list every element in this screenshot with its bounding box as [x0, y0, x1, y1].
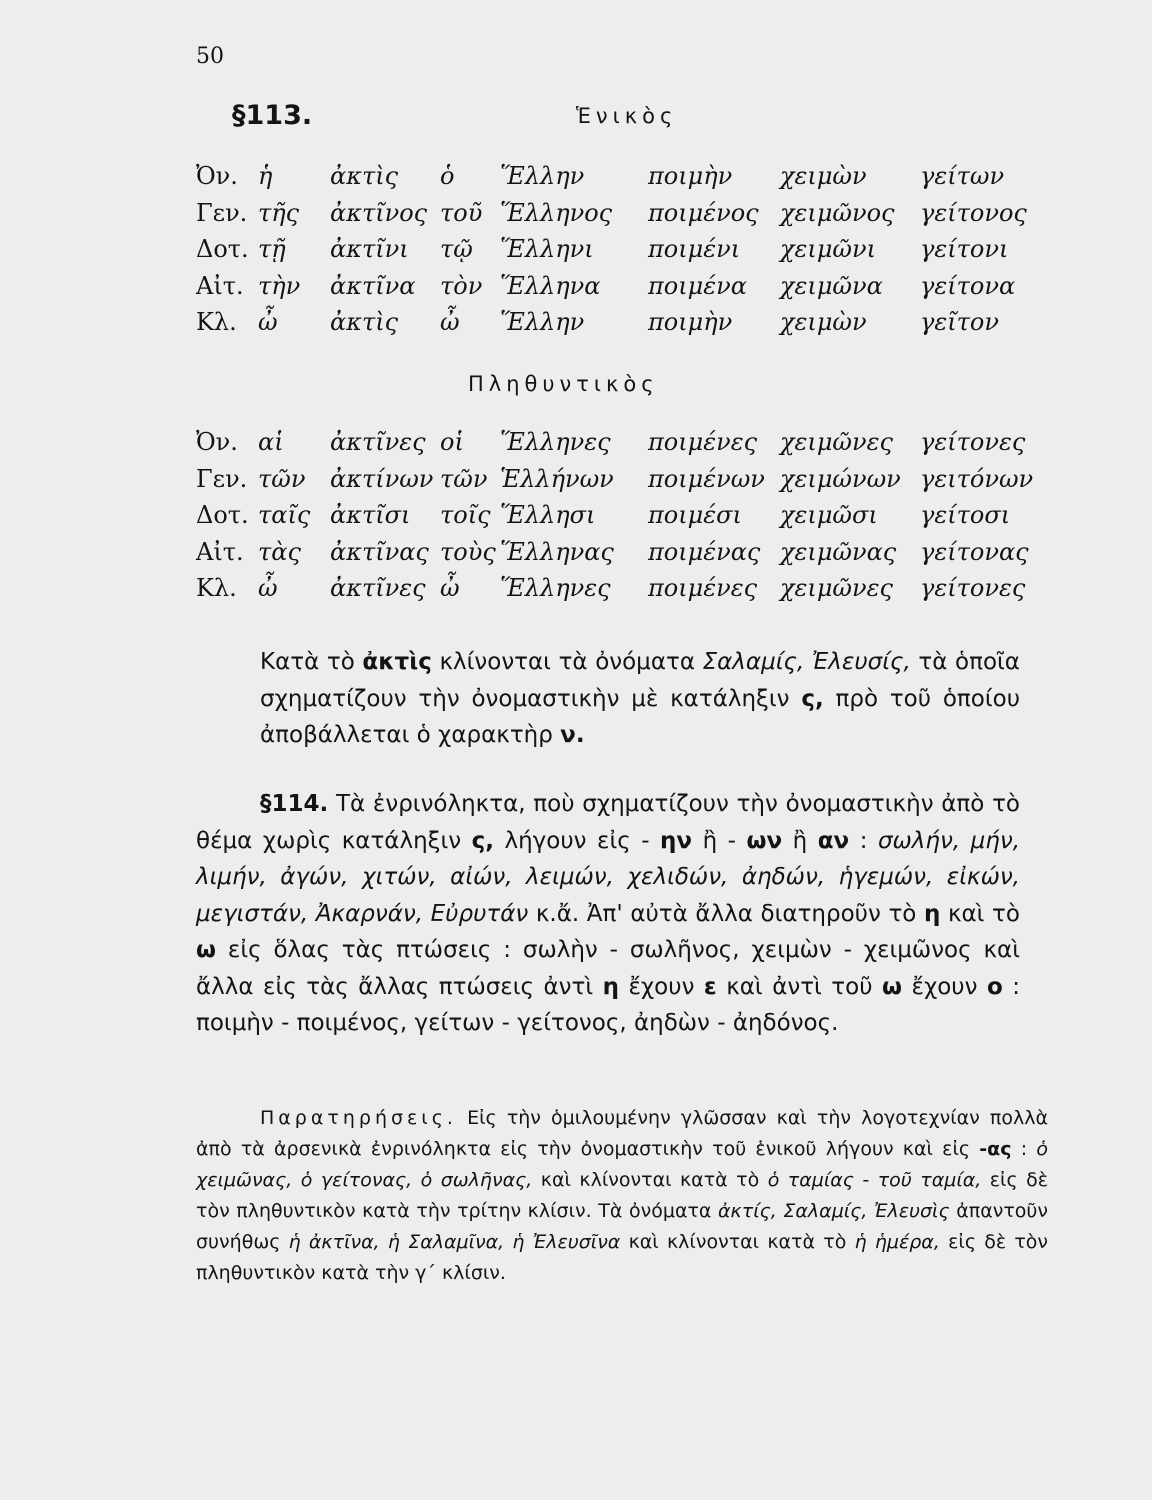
declension-row: [0, 465, 1152, 501]
plural-heading: Πληθυντικὸς: [468, 372, 659, 396]
declension-form: τῶν: [258, 464, 306, 493]
declension-row: [0, 308, 1152, 344]
declension-form: ὦ: [440, 308, 460, 336]
declension-form: Ἕλλην: [500, 162, 585, 190]
declension-form: ἀκτῖνας: [330, 537, 429, 566]
declension-form: ἀκτῖσι: [330, 501, 411, 529]
declension-form: ποιμένες: [648, 574, 758, 602]
declension-form: ποιμένι: [648, 235, 741, 263]
observations-note: Παρατηρήσεις. Εἰς τὴν ὁμιλουμένην γλῶσσαν καὶ τὴν λογοτεχνίαν πολλὰ ἀπὸ τὰ ἀρσενικὰ ἐνρινόληκτα εἰς τὴν ὀνομαστικὴν τοῦ ἑνικοῦ λήγουν καὶ εἰς -ας : ὁ χειμῶνας, ὁ γείτονας, ὁ σωλῆνας, καὶ κλίνονται κατὰ τὸ ὁ ταμίας - τοῦ ταμία, εἰς δὲ τὸν πληθυντικὸν κατὰ τὴν τρίτην κλίσιν. Τὰ ὀνόματα ἀκτίς, Σαλαμίς, Ἐλευσὶς ἀπαντοῦν συνήθως ἡ ἀκτῖνα, ἡ Σαλαμῖνα, ἡ Ἐλευσῖνα καὶ κλίνονται κατὰ τὸ ἡ ἡμέρα, εἰς δὲ τὸν πληθυντικὸν κατὰ τὴν γ΄ κλίσιν.: [196, 1107, 1049, 1284]
declension-form: γείτονα: [920, 271, 1016, 300]
section-114-label: §114.: [260, 791, 329, 817]
declension-form: ἀκτῖνες: [330, 428, 426, 456]
declension-form: γείτονι: [920, 235, 1009, 263]
declension-form: ποιμὴν: [648, 162, 733, 190]
singular-heading: Ἑνικὸς: [576, 104, 678, 128]
declension-form: ποιμένας: [648, 537, 761, 566]
case-label: Ὀν.: [196, 428, 238, 456]
declension-form: ὦ: [258, 574, 278, 602]
declension-form: ἀκτὶς: [330, 308, 399, 336]
declension-form: Ἕλληνες: [500, 428, 611, 456]
declension-row: [0, 199, 1152, 235]
declension-form: ποιμένος: [648, 198, 759, 227]
declension-form: χειμῶσι: [780, 501, 878, 529]
declension-form: ποιμένες: [648, 428, 758, 456]
declension-form: ἀκτῖνα: [330, 271, 416, 300]
case-label: Κλ.: [196, 308, 237, 336]
declension-form: ποιμένων: [648, 464, 765, 493]
case-label: Γεν.: [196, 464, 248, 493]
section-113-label: §113.: [232, 100, 313, 131]
declension-form: Ἕλληνι: [500, 235, 594, 263]
declension-form: τοῖς: [440, 501, 491, 529]
declension-form: χειμὼν: [780, 308, 867, 336]
declension-row: [0, 428, 1152, 464]
declension-form: Ἑλλήνων: [500, 464, 614, 493]
declension-form: αἱ: [258, 428, 284, 456]
declension-form: ἀκτῖνος: [330, 198, 428, 227]
declension-form: Ἕλληνος: [500, 198, 613, 227]
declension-form: γείτων: [920, 162, 1005, 190]
declension-form: τὴν: [258, 271, 301, 300]
declension-form: γείτονες: [920, 574, 1026, 602]
case-label: Γεν.: [196, 198, 248, 227]
declension-form: τῆς: [258, 198, 300, 227]
case-label: Ὀν.: [196, 162, 238, 190]
declension-row: [0, 272, 1152, 308]
declension-form: ὦ: [258, 308, 278, 336]
declension-form: τῷ: [440, 235, 473, 263]
declension-row: [0, 574, 1152, 610]
declension-form: τῶν: [440, 464, 488, 493]
declension-form: ὦ: [440, 574, 460, 602]
page-number: 50: [196, 44, 224, 69]
declension-form: Ἕλλην: [500, 308, 585, 336]
declension-form: ἀκτῖνες: [330, 574, 426, 602]
declension-form: γειτόνων: [920, 464, 1034, 493]
section-113-paragraph: Κατὰ τὸ ἀκτὶς κλίνονται τὰ ὀνόματα Σαλαμίς, Ἐλευσίς, τὰ ὁποῖα σχηματίζουν τὴν ὀνομαστικὴν μὲ κατάληξιν ς, πρὸ τοῦ ὁποίου ἀποβάλλεται ὁ χαρακτὴρ ν.: [260, 649, 1020, 748]
declension-form: ἡ: [258, 162, 273, 190]
declension-form: χειμῶνας: [780, 537, 897, 566]
declension-form: ἀκτῖνι: [330, 235, 409, 263]
declension-form: χειμώνων: [780, 464, 901, 493]
case-label: Κλ.: [196, 574, 237, 602]
declension-form: ἀκτίνων: [330, 464, 434, 493]
declension-form: χειμῶνες: [780, 428, 893, 456]
declension-form: χειμῶνος: [780, 198, 895, 227]
declension-form: τοῦ: [440, 198, 483, 227]
declension-form: Ἕλληνες: [500, 574, 611, 602]
declension-form: ποιμὴν: [648, 308, 733, 336]
declension-form: Ἕλληνα: [500, 271, 601, 300]
declension-form: τὰς: [258, 537, 301, 566]
declension-form: Ἕλλησι: [500, 501, 596, 529]
declension-form: γείτοσι: [920, 501, 1011, 529]
declension-form: χειμῶνες: [780, 574, 893, 602]
declension-form: ταῖς: [258, 501, 311, 529]
declension-form: ἀκτὶς: [330, 162, 399, 190]
declension-form: Ἕλληνας: [500, 537, 614, 566]
declension-form: χειμῶνα: [780, 271, 883, 300]
declension-row: [0, 538, 1152, 574]
case-label: Αἰτ.: [196, 537, 244, 566]
declension-form: γείτονες: [920, 428, 1026, 456]
case-label: Αἰτ.: [196, 271, 244, 300]
declension-form: οἱ: [440, 428, 464, 456]
case-label: Δοτ.: [196, 235, 249, 263]
case-label: Δοτ.: [196, 501, 249, 529]
observations-label: Παρατηρήσεις.: [260, 1107, 457, 1129]
declension-row: [0, 235, 1152, 271]
declension-form: χειμῶνι: [780, 235, 876, 263]
declension-form: τῇ: [258, 235, 286, 263]
declension-form: τὸν: [440, 271, 483, 300]
declension-form: ὁ: [440, 162, 455, 190]
declension-form: γείτονος: [920, 198, 1027, 227]
section-114-paragraph: §114. Τὰ ἐνρινόληκτα, ποὺ σχηματίζουν τὴν ὀνομαστικὴν ἀπὸ τὸ θέμα χωρὶς κατάληξιν ς, λήγουν εἰς - ην ἢ - ων ἢ αν : σωλήν, μήν, λιμήν, ἀγών, χιτών, αἰών, λειμών, χελιδών, ἀηδών, ἡγεμών, εἰκών, μεγιστάν, Ἀκαρνάν, Εὐρυτάν κ.ἄ. Ἀπ' αὐτὰ ἄλλα διατηροῦν τὸ η καὶ τὸ ω εἰς ὅλας τὰς πτώσεις : σωλὴν - σωλῆνος, χειμὼν - χειμῶνος καὶ ἄλλα εἰς τὰς ἄλλας πτώσεις ἀντὶ η ἔχουν ε καὶ ἀντὶ τοῦ ω ἔχουν ο : ποιμὴν - ποιμένος, γείτων - γείτονος, ἀηδὼν - ἀηδόνος.: [196, 791, 1021, 1036]
declension-row: [0, 501, 1152, 537]
declension-form: ποιμένα: [648, 271, 747, 300]
declension-form: χειμὼν: [780, 162, 867, 190]
declension-row: [0, 162, 1152, 198]
declension-form: ποιμέσι: [648, 501, 742, 529]
declension-form: γείτονας: [920, 537, 1029, 566]
declension-form: γεῖτον: [920, 308, 999, 336]
declension-form: τοὺς: [440, 537, 496, 566]
